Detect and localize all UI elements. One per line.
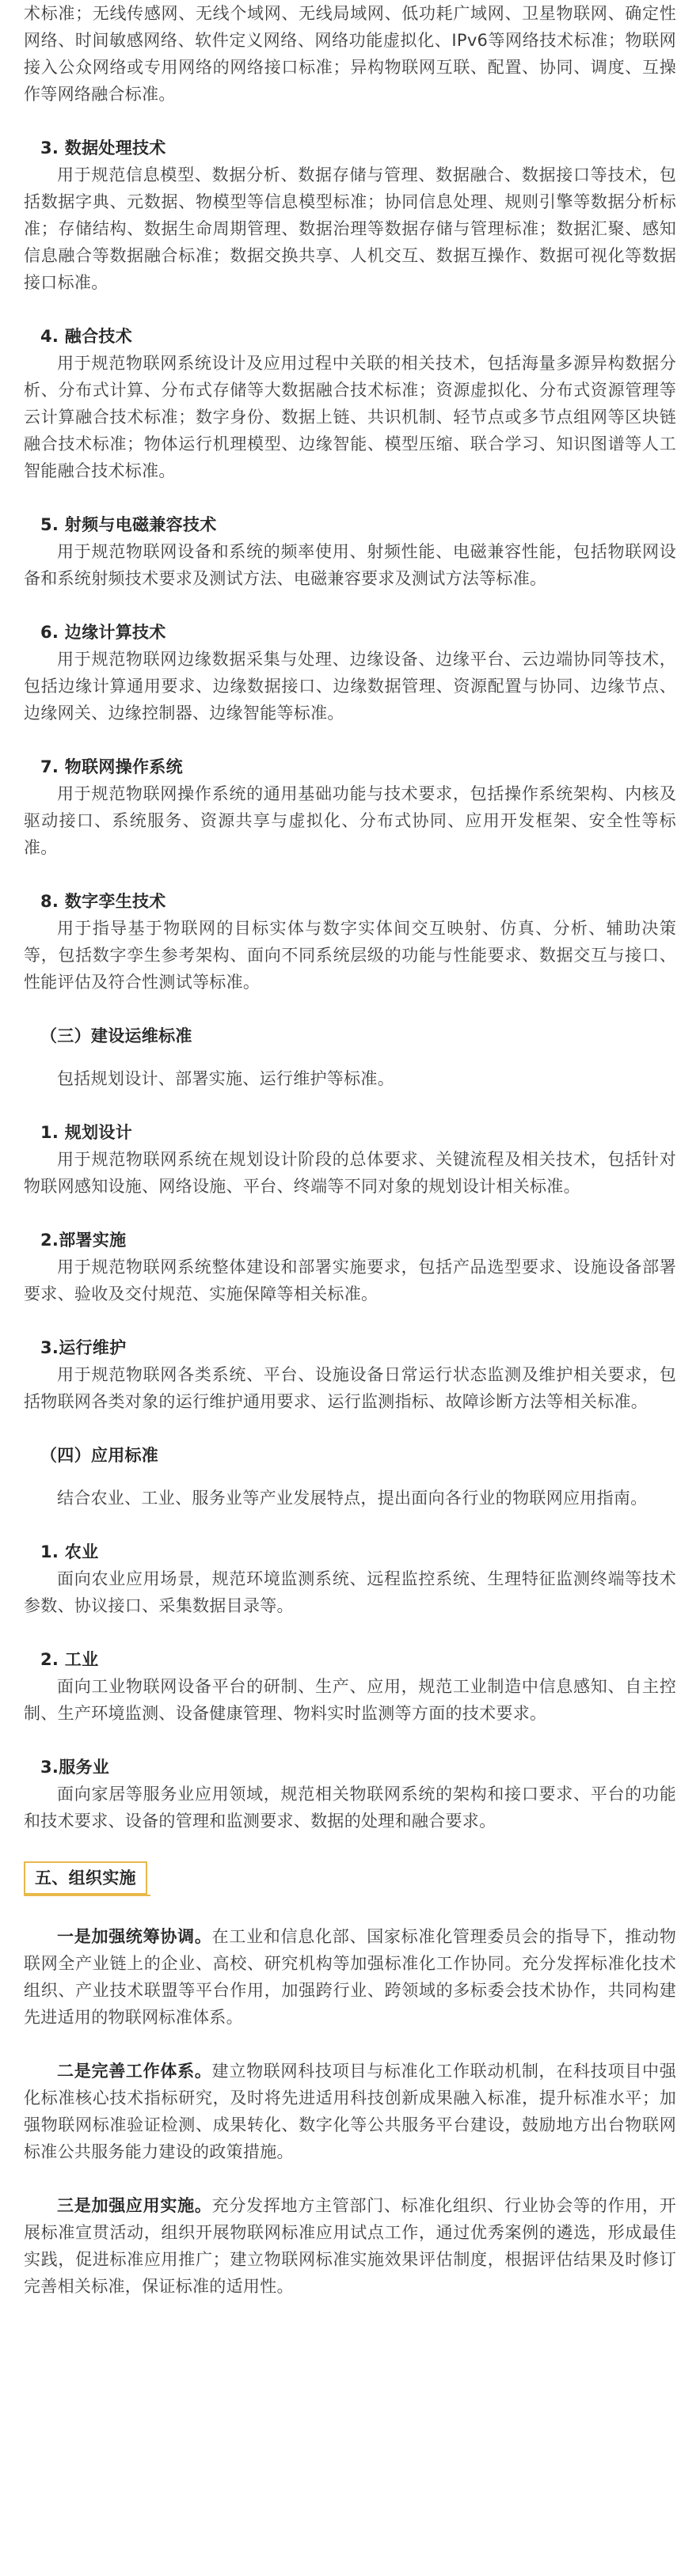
implementation-item-3-lead: 三是加强应用实施。 [57,2196,212,2215]
subsection-title-industry: 2. 工业 [40,1650,99,1669]
section-body-iot-os: 用于规范物联网操作系统的通用基础功能与技术要求，包括操作系统架构、内核及驱动接口、系统服务、资源共享与虚拟化、分布式协同、应用开发框架、安全性等标准。 [24,784,676,857]
part-title-application: （四）应用标准 [40,1446,159,1465]
section-title-fusion: 4. 融合技术 [40,327,132,346]
subsection-body-operation: 用于规范物联网各类系统、平台、设施设备日常运行状态监测及维护相关要求，包括物联网各类对象的运行维护通用要求、运行监测指标、故障诊断方法等相关标准。 [24,1365,676,1411]
part-intro-application: 结合农业、工业、服务业等产业发展特点，提出面向各行业的物联网应用指南。 [57,1489,648,1508]
section-body-fusion: 用于规范物联网系统设计及应用过程中关联的相关技术，包括海量多源异构数据分析、分布式计算、分布式存储等大数据融合技术标准；资源虚拟化、分布式资源管理等云计算融合技术标准；数字身份、数据上链、共识机制、轻节点或多节点组网等区块链融合技术标准；物体运行机理模型、边缘智能、模型压缩、联合学习、知识图谱等人工智能融合技术标准。 [24,354,676,480]
section-body-rf-emc: 用于规范物联网设备和系统的频率使用、射频性能、电磁兼容性能，包括物联网设备和系统射频技术要求及测试方法、电磁兼容要求及测试方法等标准。 [24,542,676,588]
subsection-body-planning: 用于规范物联网系统在规划设计阶段的总体要求、关键流程及相关技术，包括针对物联网感知设施、网络设施、平台、终端等不同对象的规划设计相关标准。 [24,1150,676,1196]
section-title-data-processing: 3. 数据处理技术 [40,138,166,157]
section-heading-underline [24,1861,150,1896]
subsection-body-services: 面向家居等服务业应用领域，规范相关物联网系统的架构和接口要求、平台的功能和技术要求、设备的管理和监测要求、数据的处理和融合要求。 [24,1785,676,1831]
implementation-item-1-lead: 一是加强统筹协调。 [57,1927,212,1946]
subsection-body-industry: 面向工业物联网设备平台的研制、生产、应用，规范工业制造中信息感知、自主控制、生产环境监测、设备健康管理、物料实时监测等方面的技术要求。 [24,1677,676,1723]
subsection-title-planning: 1. 规划设计 [40,1123,132,1142]
part-intro-construction: 包括规划设计、部署实施、运行维护等标准。 [57,1069,394,1088]
implementation-item-2-body: 建立物联网科技项目与标准化工作联动机制，在科技项目中强化标准核心技术指标研究，及时将先进适用科技创新成果融入标准，提升标准水平；加强物联网标准验证检测、成果转化、数字化等公共服务平台建设，鼓励地方出台物联网标准公共服务能力建设的政策措施。 [24,2062,676,2161]
subsection-body-deployment: 用于规范物联网系统整体建设和部署实施要求，包括产品选型要求、设施设备部署要求、验收及交付规范、实施保障等相关标准。 [24,1258,676,1303]
section-body-edge-computing: 用于规范物联网边缘数据采集与处理、边缘设备、边缘平台、云边端协同等技术，包括边缘计算通用要求、边缘数据接口、边缘数据管理、资源配置与协同、边缘节点、边缘网关、边缘控制器、边缘智能等标准。 [24,650,676,723]
implementation-item-1 [24,1923,676,2031]
part-title-construction: （三）建设运维标准 [40,1026,192,1045]
section-title-edge-computing: 6. 边缘计算技术 [40,623,166,642]
implementation-item-1-body: 在工业和信息化部、国家标准化管理委员会的指导下，推动物联网全产业链上的企业、高校、研究机构等加强标准化工作协同。充分发挥标准化技术组织、产业技术联盟等平台作用，加强跨行业、跨领域的多标委会技术协作，共同构建先进适用的物联网标准体系。 [24,1927,676,2027]
implementation-item-3-body: 充分发挥地方主管部门、标准化组织、行业协会等的作用，开展标准宣贯活动，组织开展物联网标准应用试点工作，通过优秀案例的遴选，形成最佳实践，促进标准应用推广；建立物联网标准实施效果评估制度，根据评估结果及时修订完善相关标准，保证标准的适用性。 [24,2196,676,2296]
implementation-item-2 [24,2058,676,2165]
section-heading-organization: 五、组织实施 [24,1861,147,1895]
subsection-title-deployment: 2.部署实施 [40,1231,127,1250]
section-body-digital-twin: 用于指导基于物联网的目标实体与数字实体间交互映射、仿真、分析、辅助决策等，包括数字孪生参考架构、面向不同系统层级的功能与性能要求、数据交互与接口、性能评估及符合性测试等标准。 [24,919,676,992]
subsection-title-services: 3.服务业 [40,1758,110,1777]
section-title-iot-os: 7. 物联网操作系统 [40,757,183,776]
subsection-title-agriculture: 1. 农业 [40,1542,99,1561]
section-title-digital-twin: 8. 数字孪生技术 [40,892,166,911]
section-title-rf-emc: 5. 射频与电磁兼容技术 [40,515,217,534]
implementation-item-3 [24,2192,676,2300]
implementation-item-2-lead: 二是完善工作体系。 [57,2062,212,2081]
subsection-title-operation: 3.运行维护 [40,1338,127,1357]
intro-paragraph: 术标准；无线传感网、无线个域网、无线局域网、低功耗广域网、卫星物联网、确定性网络、时间敏感网络、软件定义网络、网络功能虚拟化、IPv6等网络技术标准；物联网接入公众网络或专用网络的网络接口标准；异构物联网互联、配置、协同、调度、互操作等网络融合标准。 [24,4,676,104]
section-body-data-processing: 用于规范信息模型、数据分析、数据存储与管理、数据融合、数据接口等技术，包括数据字典、元数据、物模型等信息模型标准；协同信息处理、规则引擎等数据分析标准；存储结构、数据生命周期管理、数据治理等数据存储与管理标准；数据汇聚、感知信息融合等数据融合标准；数据交换共享、人机交互、数据互操作、数据可视化等数据接口标准。 [24,165,676,292]
subsection-body-agriculture: 面向农业应用场景，规范环境监测系统、远程监控系统、生理特征监测终端等技术参数、协议接口、采集数据目录等。 [24,1569,676,1615]
